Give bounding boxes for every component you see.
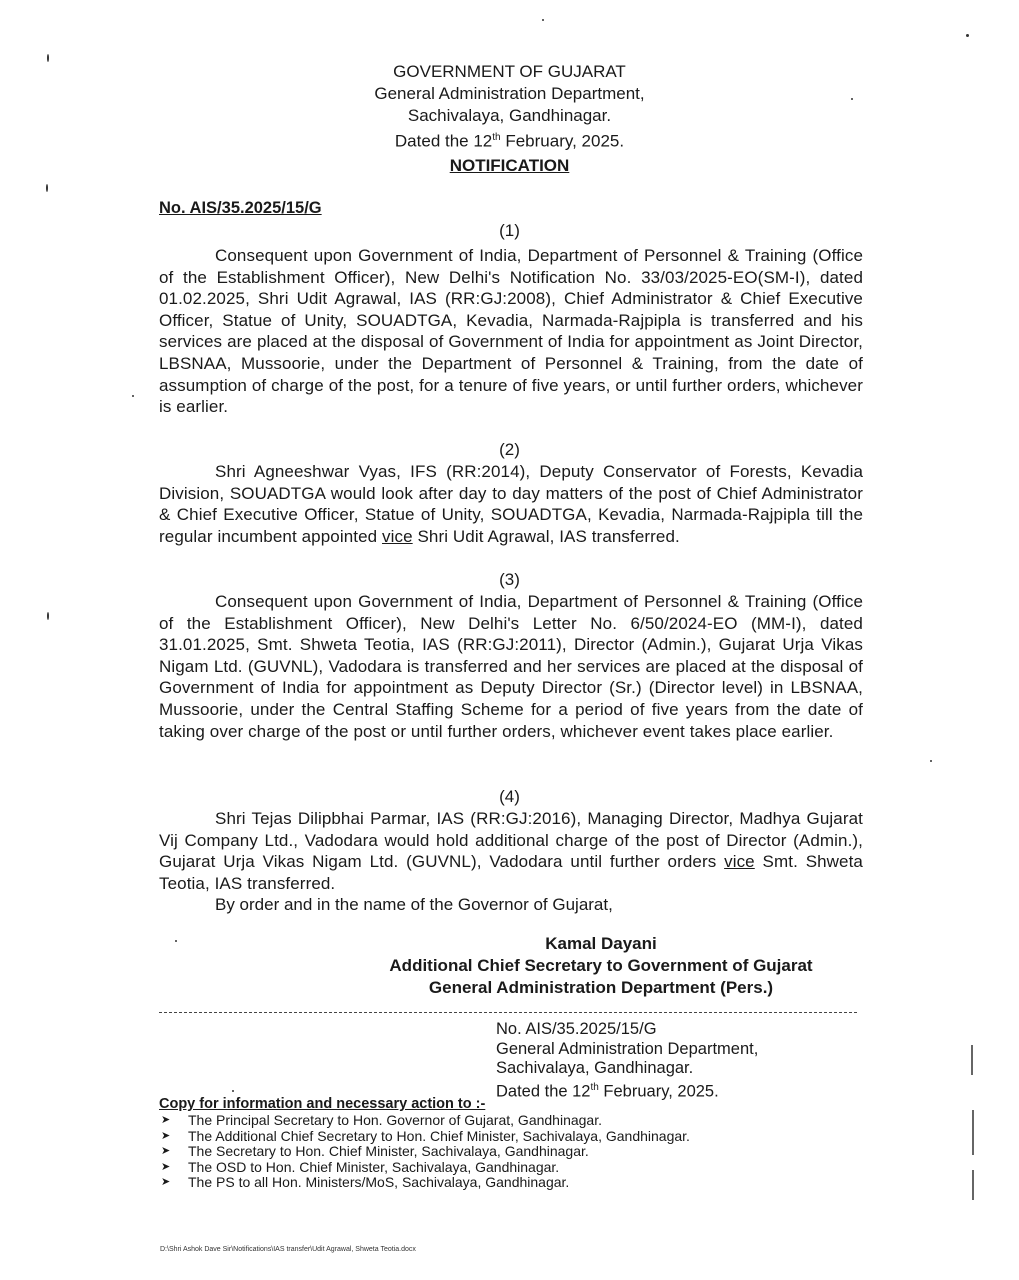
scan-edge-line	[972, 1110, 974, 1155]
scan-speck	[542, 19, 544, 21]
endorsement-place: Sachivalaya, Gandhinagar.	[496, 1059, 694, 1077]
section-4-text-before: Shri Tejas Dilipbhai Parmar, IAS (RR:GJ:2016), Managing Director, Madhya Gujarat Vij Company Ltd., Vadodara would hold additional charge of the post of Director (Admin.), Gujarat Urja Vikas Nigam Ltd. (GUVNL), Vadodara until further orders	[159, 809, 863, 872]
by-order-line: By order and in the name of the Governor of Gujarat,	[215, 895, 613, 914]
copy-list-item	[159, 1175, 690, 1191]
section-4-text-after: Smt. Shweta Teotia, IAS transferred.	[159, 852, 863, 893]
scan-edge-line	[972, 1170, 974, 1200]
date-sup: th	[492, 132, 501, 143]
arrow-bullet-icon: ➤	[161, 1114, 171, 1126]
signatory-dept: General Administration Department (Pers.)	[428, 978, 774, 997]
scan-speck	[851, 98, 853, 100]
place-line: Sachivalaya, Gandhinagar.	[407, 106, 612, 125]
vice-word: vice	[724, 852, 755, 872]
section-number: (1)	[499, 221, 520, 240]
copy-recipient: The Principal Secretary to Hon. Governor of Gujarat, Gandhinagar.	[188, 1112, 602, 1128]
endorsement-number: No. AIS/35.2025/15/G	[496, 1020, 657, 1038]
arrow-bullet-icon: ➤	[161, 1160, 171, 1173]
copy-list-item	[159, 1129, 690, 1145]
signatory-title: Additional Chief Secretary to Government of Gujarat	[389, 956, 813, 975]
gov-heading: GOVERNMENT OF GUJARAT	[393, 62, 626, 81]
date-suffix: February, 2025.	[500, 131, 625, 151]
copy-list-item	[159, 1113, 690, 1129]
notification-title: NOTIFICATION	[449, 156, 570, 175]
scan-speck	[46, 184, 48, 192]
section-2-text	[159, 461, 863, 547]
dept-line: General Administration Department,	[374, 84, 645, 103]
date-line	[0, 127, 1019, 152]
section-number: (3)	[499, 570, 520, 589]
dashed-divider	[159, 1012, 857, 1013]
section-number: (2)	[499, 440, 520, 459]
copy-recipient: The Secretary to Hon. Chief Minister, Sachivalaya, Gandhinagar.	[188, 1143, 589, 1160]
endorsement-date	[496, 1078, 719, 1102]
copy-list-item	[159, 1144, 690, 1160]
endorsement-date-prefix: Dated the 12	[496, 1082, 591, 1101]
section-1-text: Consequent upon Government of India, Department of Personnel & Training (Office of the Establishment Officer), New Delhi's Notification No. 33/03/2025-EO(SM-I), dated 01.02.2025, Shri Udit Agrawal, IAS (RR:GJ:2008), Chief Administrator & Chief Executive Officer, Statue of Unity, SOUADTGA, Kevadia, Narmada-Rajpipla is transferred and his services are placed at the disposal of Government of India for appointment as Joint Director, LBSNAA, Mussoorie, under the Department of Personnel & Training, from the date of assumption of charge of the post, for a tenure of five years, or until further orders, whichever is earlier.	[159, 246, 863, 417]
copy-recipient: The Additional Chief Secretary to Hon. Chief Minister, Sachivalaya, Gandhinagar.	[188, 1127, 690, 1144]
copy-list	[159, 1113, 690, 1191]
endorsement-date-suffix: February, 2025.	[598, 1082, 719, 1101]
endorsement-date-sup: th	[590, 1082, 599, 1093]
scan-speck	[966, 34, 969, 37]
section-2-text-before: Shri Agneeshwar Vyas, IFS (RR:2014), Deputy Conservator of Forests, Kevadia Division, SOUADTGA would look after day to day matters of the post of Chief Administrator & Chief Executive Officer, Statue of Unity, SOUADTGA, Kevadia, Narmada-Rajpipla till the regular incumbent appointed	[159, 462, 863, 546]
file-path-footer: D:\Shri Ashok Dave Sir\Notifications\IAS transfer\Udit Agrawal, Shweta Teotia.docx	[160, 1246, 416, 1253]
scan-speck	[232, 1090, 234, 1092]
section-4-text	[159, 808, 863, 894]
section-number: (4)	[499, 787, 520, 806]
scan-speck	[132, 395, 134, 397]
scan-speck	[175, 940, 177, 942]
copy-heading: Copy for information and necessary action to :-	[159, 1096, 486, 1112]
vice-word: vice	[382, 526, 413, 546]
copy-list-item	[159, 1160, 690, 1176]
arrow-bullet-icon: ➤	[161, 1145, 171, 1158]
scan-speck	[930, 760, 932, 762]
scan-speck	[47, 612, 49, 620]
arrow-bullet-icon: ➤	[161, 1129, 171, 1142]
scan-edge-line	[971, 1045, 973, 1075]
section-2-text-after: Shri Udit Agrawal, IAS transferred.	[412, 526, 680, 546]
signatory-name: Kamal Dayani	[545, 934, 657, 953]
date-prefix: Dated the 12	[394, 131, 493, 151]
copy-recipient: The PS to all Hon. Ministers/MoS, Sachivalaya, Gandhinagar.	[188, 1174, 570, 1191]
section-3-text: Consequent upon Government of India, Department of Personnel & Training (Office of the Establishment Officer), New Delhi's Letter No. 6/50/2024-EO (MM-I), dated 31.01.2025, Smt. Shweta Teotia, IAS (RR:GJ:2011), Director (Admin.), Gujarat Urja Vikas Nigam Ltd. (GUVNL), Vadodara is transferred and her services are placed at the disposal of Government of India for appointment as Deputy Director (Sr.) (Director level) in LBSNAA, Mussoorie, under the Central Staffing Scheme for a period of five years from the date of taking over charge of the post or until further orders, whichever event takes place earlier.	[159, 592, 863, 741]
reference-number: No. AIS/35.2025/15/G	[159, 199, 322, 217]
scan-speck	[47, 54, 49, 62]
arrow-bullet-icon: ➤	[161, 1176, 171, 1189]
endorsement-dept: General Administration Department,	[496, 1040, 759, 1058]
copy-recipient: The OSD to Hon. Chief Minister, Sachivalaya, Gandhinagar.	[188, 1158, 560, 1175]
